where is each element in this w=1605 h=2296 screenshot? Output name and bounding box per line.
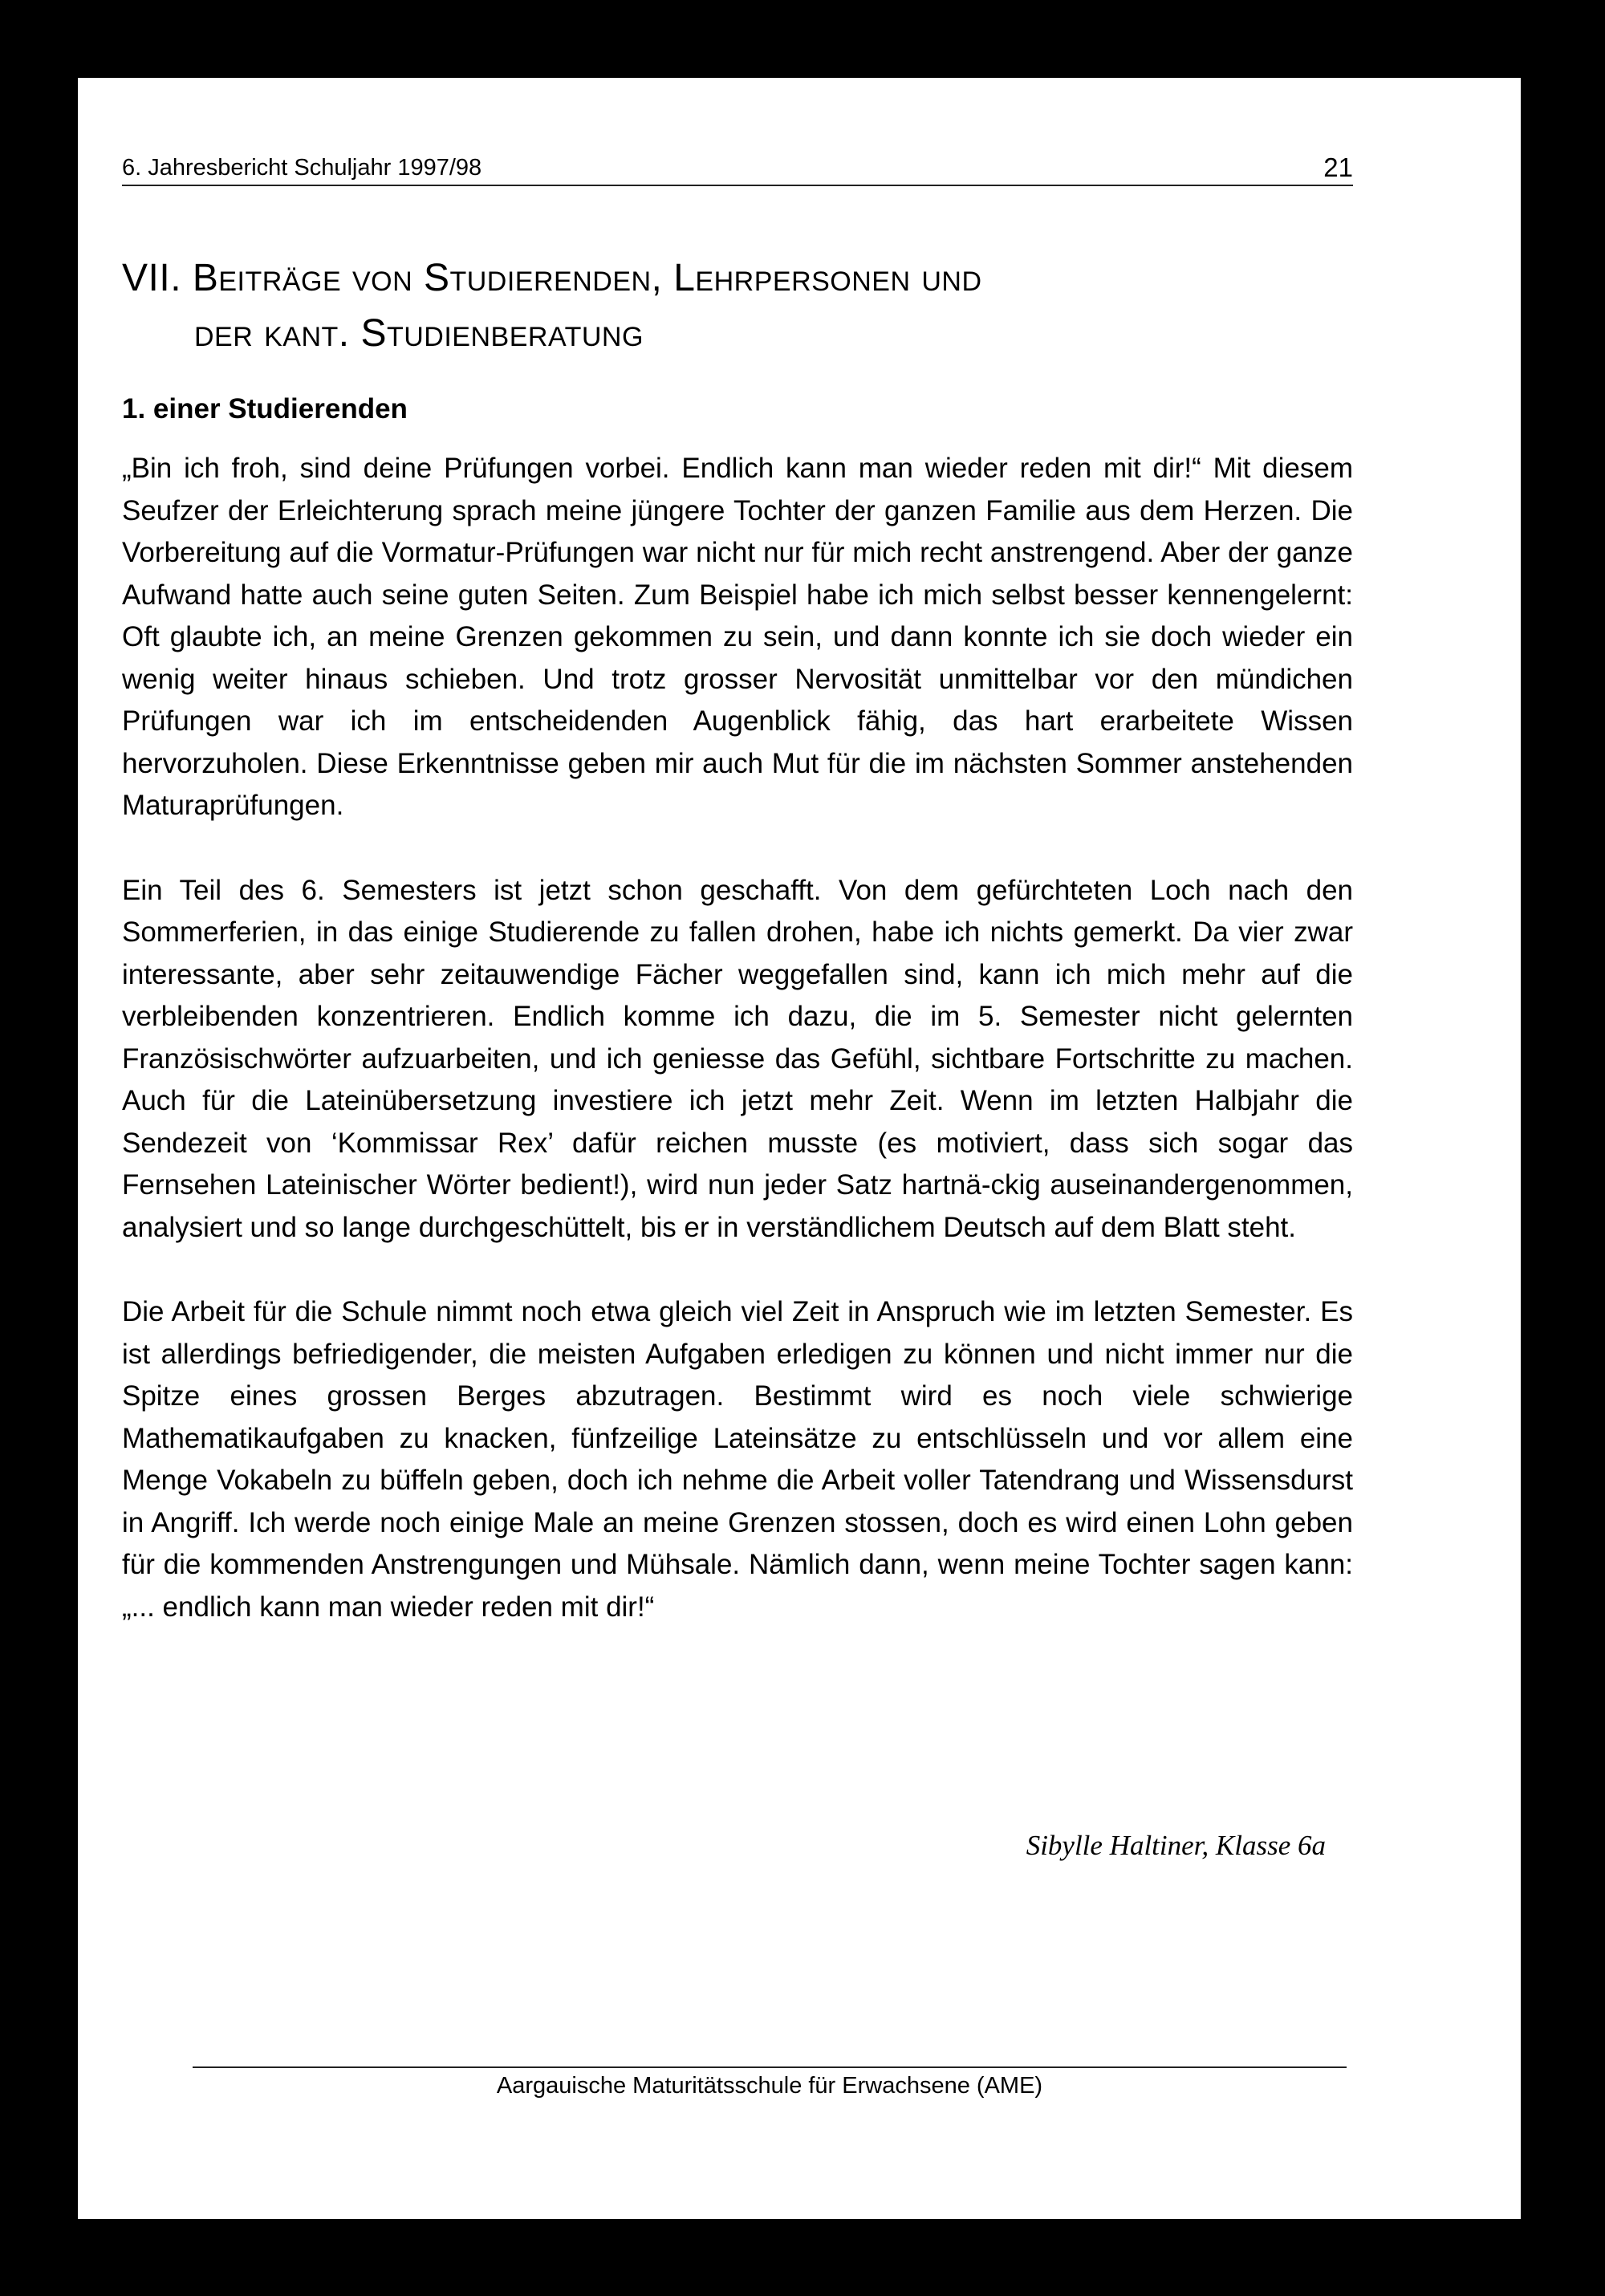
- page-number: 21: [1323, 152, 1353, 182]
- running-title: 6. Jahresbericht Schuljahr 1997/98: [122, 155, 482, 181]
- section-title-line-1: VII. Beiträge von Studierenden, Lehrpersonen und: [122, 257, 982, 299]
- section-title: [122, 250, 1374, 361]
- footer-divider: [193, 2066, 1347, 2068]
- subsection-heading: 1. einer Studierenden: [122, 393, 408, 425]
- section-title-line-2: der kant. Studienberatung: [194, 312, 644, 355]
- paragraph-2: Ein Teil des 6. Semesters ist jetzt schon geschafft. Von dem gefürchteten Loch nach den Sommerferien, in das einige Studierende zu fallen drohen, habe ich nichts gemerkt. Da vier zwar interessante, aber sehr zeitauwendige Fächer weggefallen sind, kann ich mich mehr auf die verbleibenden konzentrieren. Endlich komme ich dazu, die im 5. Semester nicht gelernten Französischwörter aufzuarbeiten, und ich geniesse das Gefühl, sichtbare Fortschritte zu machen. Auch für die Lateinübersetzung investiere ich jetzt mehr Zeit. Wenn im letzten Halbjahr die Sendezeit von ‘Kommissar Rex’ dafür reichen musste (es motiviert, dass sich sogar das Fernsehen Lateinischer Wörter bedient!), wird nun jeder Satz hartnä-ckig auseinandergenommen, analysiert und so lange durchgeschüttelt, bis er in verständlichem Deutsch auf dem Blatt steht.: [122, 874, 1353, 1243]
- article-body: [122, 448, 1353, 1628]
- footer-text: Aargauische Maturitätsschule für Erwachsene (AME): [496, 2073, 1043, 2099]
- author-signature: Sibylle Haltiner, Klasse 6a: [1026, 1830, 1326, 1861]
- running-header: [122, 154, 1353, 186]
- paragraph-3: Die Arbeit für die Schule nimmt noch etwa gleich viel Zeit in Anspruch wie im letzten Semester. Es ist allerdings befriedigender, die meisten Aufgaben erledigen zu können und nicht immer nur die Spitze eines grossen Berges abzutragen. Bestimmt wird es noch viele schwierige Mathematikaufgaben zu knacken, fünfzeilige Lateinsätze zu entschlüsseln und vor allem eine Menge Vokabeln zu büffeln geben, doch ich nehme die Arbeit voller Tatendrang und Wissensdurst in Angriff. Ich werde noch einige Male an meine Grenzen stossen, doch es wird einen Lohn geben für die kommenden Anstrengungen und Mühsale. Nämlich dann, wenn meine Tochter sagen kann: „... endlich kann man wieder reden mit dir!“: [122, 1296, 1353, 1623]
- paragraph-1: „Bin ich froh, sind deine Prüfungen vorbei. Endlich kann man wieder reden mit dir!“ Mit diesem Seufzer der Erleichterung sprach meine jüngere Tochter der ganzen Familie aus dem Herzen. Die Vorbereitung auf die Vormatur-Prüfungen war nicht nur für mich recht anstrengend. Aber der ganze Aufwand hatte auch seine guten Seiten. Zum Beispiel habe ich mich selbst besser kennengelernt: Oft glaubte ich, an meine Grenzen gekommen zu sein, und dann konnte ich sie doch wieder ein wenig weiter hinaus schieben. Und trotz grosser Nervosität unmittelbar vor den mündichen Prüfungen war ich im entscheidenden Augenblick fähig, das hart erarbeitete Wissen hervorzuholen. Diese Erkenntnisse geben mir auch Mut für die im nächsten Sommer anstehenden Maturaprüfungen.: [122, 453, 1353, 821]
